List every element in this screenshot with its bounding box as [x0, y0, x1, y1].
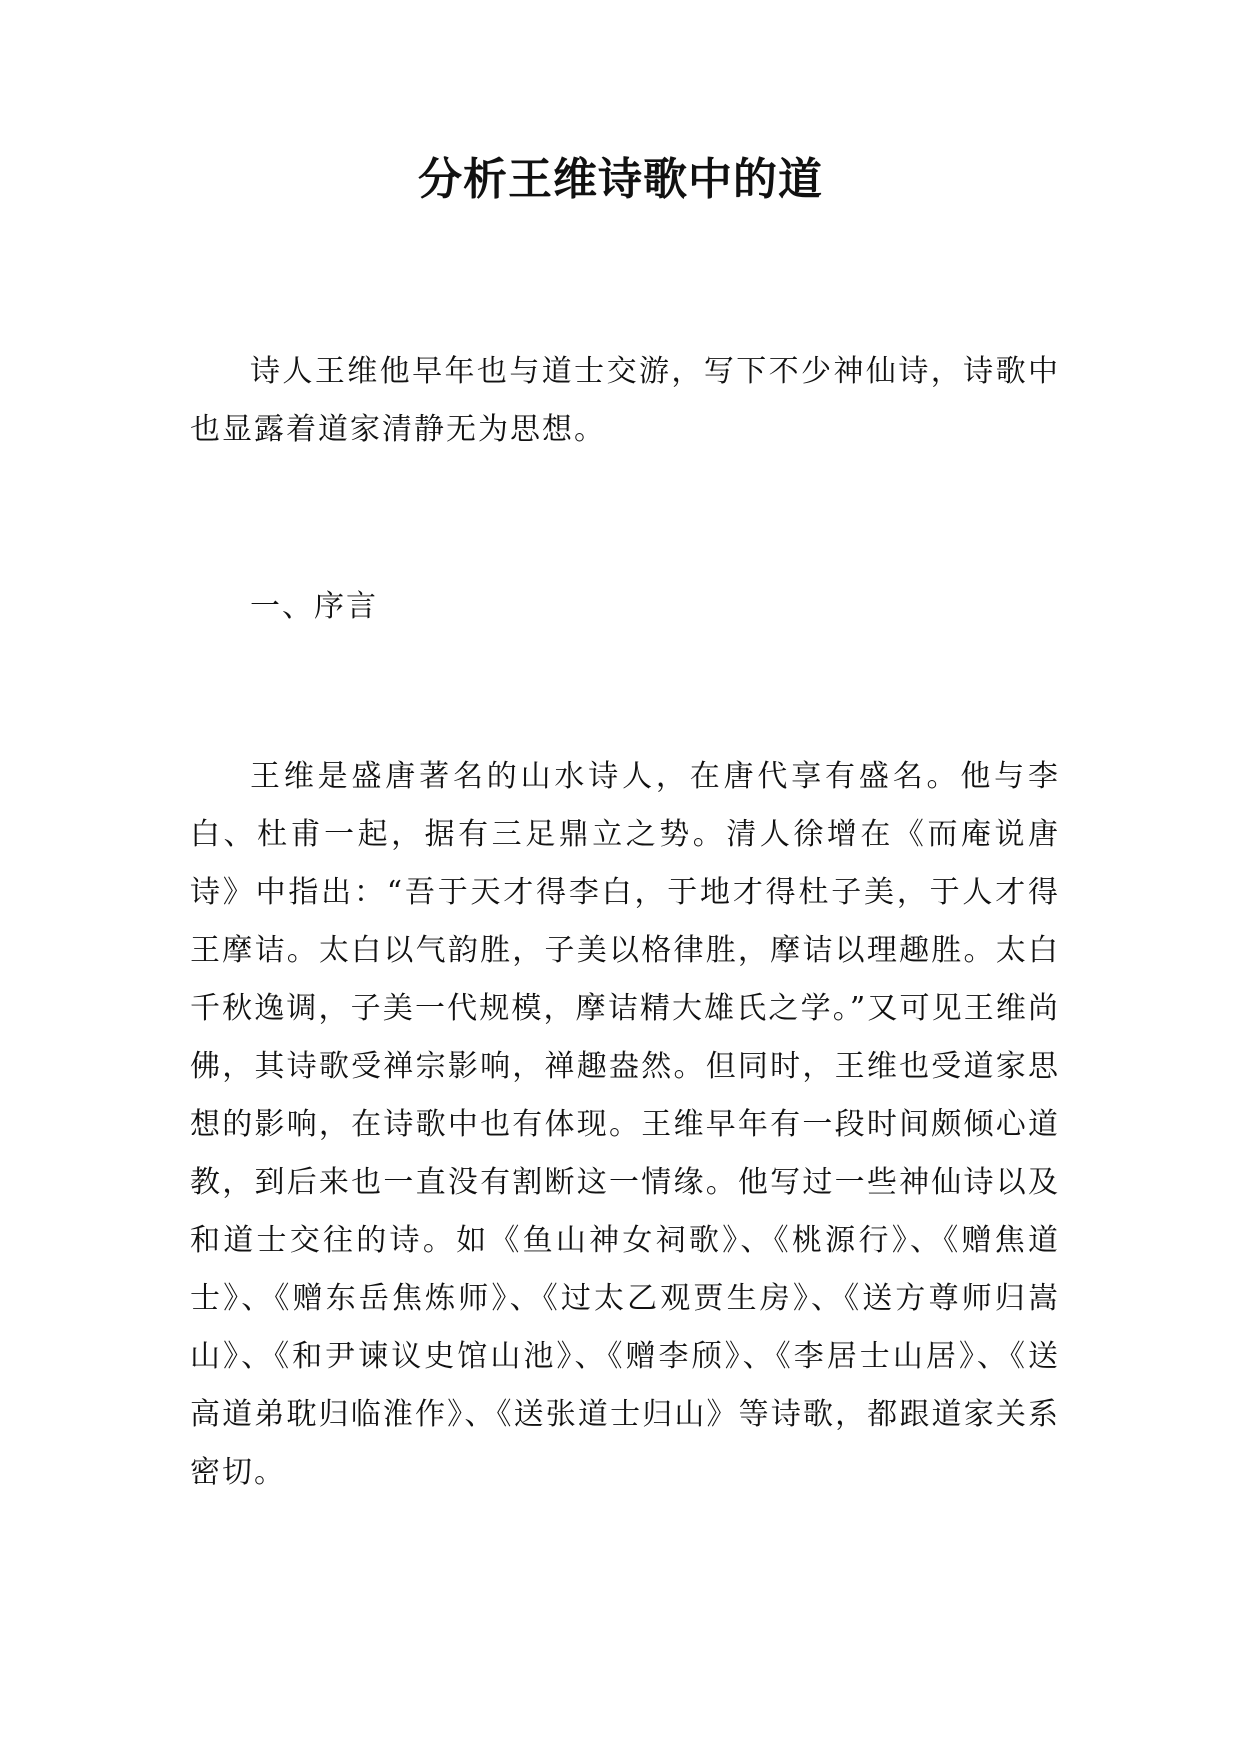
intro-paragraph: 诗人王维他早年也与道士交游，写下不少神仙诗，诗歌中也显露着道家清静无为思想。: [190, 354, 1060, 447]
section-heading: 一、序言: [250, 589, 378, 624]
body-paragraph: 王维是盛唐著名的山水诗人，在唐代享有盛名。他与李白、杜甫一起，据有三足鼎立之势。清人徐增在《而庵说唐诗》中指出：“吾于天才得李白，于地才得杜子美，于人才得王摩诘。太白以气韵胜，子美以格律胜，摩诘以理趣胜。太白千秋逸调，子美一代规模，摩诘精大雄氏之学。”又可见王维尚佛，其诗歌受禅宗影响，禅趣盎然。但同时，王维也受道家思想的影响，在诗歌中也有体现。王维早年有一段时间颇倾心道教，到后来也一直没有割断这一情缘。他写过一些神仙诗以及和道士交往的诗。如《鱼山神女祠歌》、《桃源行》、《赠焦道士》、《赠东岳焦炼师》、《过太乙观贾生房》、《送方尊师归嵩山》、《和尹谏议史馆山池》、《赠李颀》、《李居士山居》、《送高道弟耽归临淮作》、《送张道士归山》等诗歌，都跟道家关系密切。: [190, 759, 1060, 1490]
document-title: 分析王维诗歌中的道: [418, 154, 823, 205]
